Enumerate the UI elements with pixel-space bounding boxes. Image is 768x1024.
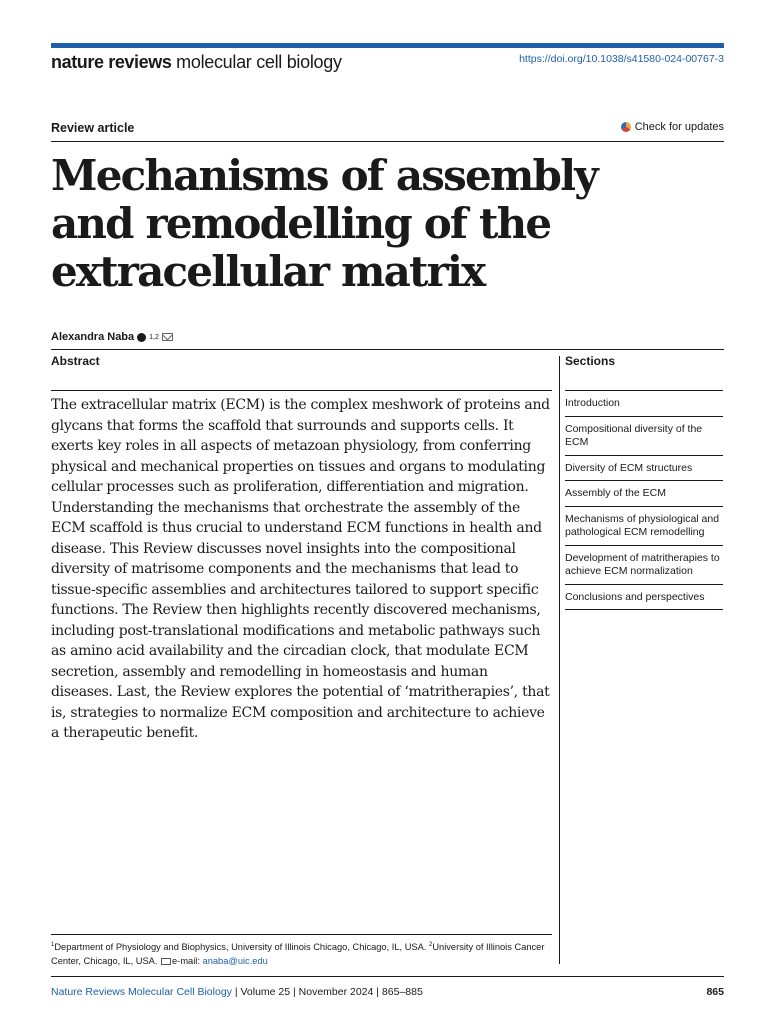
footer-journal-name[interactable]: Nature Reviews Molecular Cell Biology: [51, 986, 232, 998]
sections-heading: Sections: [565, 354, 616, 368]
journal-name-bold: nature reviews: [51, 52, 172, 72]
orcid-icon[interactable]: [137, 333, 146, 342]
abstract-text: The extracellular matrix (ECM) is the complex meshwork of proteins and glycans that forms the scaffold that surrounds and supports cells. It exerts key roles in all aspects of metazoan physiology, from conferring physical and mechanical properties on tissues and organs to modulating cellular processes such as proliferation, differentiation and migration. Understanding the mechanisms that orchestrate the assembly of the ECM scaffold is thus crucial to understand ECM functions in health and disease. This Review discusses novel insights into the compositional diversity of matrisome components and the mechanisms that lead to tissue-specific assemblies and architectures tailored to support specific functions. The Review then highlights recently discovered mechanisms, including post-translational modifications and metabolic pathways such as amino acid availability and the circadian clock, that modulate ECM secretion, assembly and remodelling in homeostasis and human diseases. Last, the Review explores the potential of ‘matritherapies’, that is, strategies to normalize ECM composition and architecture to achieve a therapeutic benefit.: [51, 397, 550, 741]
article-title: Mechanisms of assembly and remodelling of the extracellular matrix: [51, 151, 597, 296]
page-number: 865: [706, 986, 724, 998]
abstract-divider: [51, 390, 552, 391]
affil-mark-2: 2: [428, 942, 433, 948]
sections-list: [565, 390, 723, 610]
abstract-heading: Abstract: [51, 354, 100, 368]
header-divider: [51, 141, 724, 142]
footnote-divider: [51, 934, 552, 935]
email-link[interactable]: anaba@uic.edu: [202, 956, 268, 967]
section-link-assembly[interactable]: Assembly of the ECM: [565, 481, 723, 507]
article-type: Review article: [51, 121, 135, 135]
envelope-icon: [161, 958, 171, 965]
affil-mark-1: 1: [51, 942, 55, 948]
affiliation-2: University of Illinois Cancer Center, Chicago, IL, USA.: [51, 942, 545, 967]
section-link-introduction[interactable]: Introduction: [565, 391, 723, 417]
author-line: [51, 331, 173, 343]
section-link-conclusions[interactable]: Conclusions and perspectives: [565, 585, 723, 611]
email-icon[interactable]: [162, 333, 173, 341]
journal-color-bar: [51, 43, 724, 48]
affiliations-footnote: [51, 938, 552, 968]
section-link-matritherapies[interactable]: Development of matritherapies to achieve ECM normalization: [565, 546, 723, 585]
journal-name-light: molecular cell biology: [171, 52, 342, 72]
author-name[interactable]: Alexandra Naba: [51, 331, 135, 343]
footer-citation: [51, 986, 423, 998]
section-link-compositional-diversity[interactable]: Compositional diversity of the ECM: [565, 417, 723, 456]
check-updates-icon: [620, 121, 632, 133]
doi-link[interactable]: https://doi.org/10.1038/s41580-024-00767-3: [519, 53, 724, 65]
check-for-updates-button[interactable]: [620, 121, 724, 133]
column-divider: [559, 356, 560, 964]
section-link-remodelling[interactable]: Mechanisms of physiological and pathological ECM remodelling: [565, 507, 723, 546]
footer-divider: [51, 976, 724, 977]
section-link-ecm-structures[interactable]: Diversity of ECM structures: [565, 456, 723, 482]
affiliation-1: Department of Physiology and Biophysics, University of Illinois Chicago, Chicago, IL, USA.: [54, 942, 429, 953]
author-divider: [51, 349, 724, 350]
author-affiliation-marks: 1,2: [149, 333, 159, 341]
email-label: e-mail:: [172, 956, 203, 967]
footer-issue: | Volume 25 | November 2024 | 865–885: [231, 986, 423, 998]
journal-name: [51, 51, 342, 73]
check-updates-label: Check for updates: [634, 121, 724, 133]
